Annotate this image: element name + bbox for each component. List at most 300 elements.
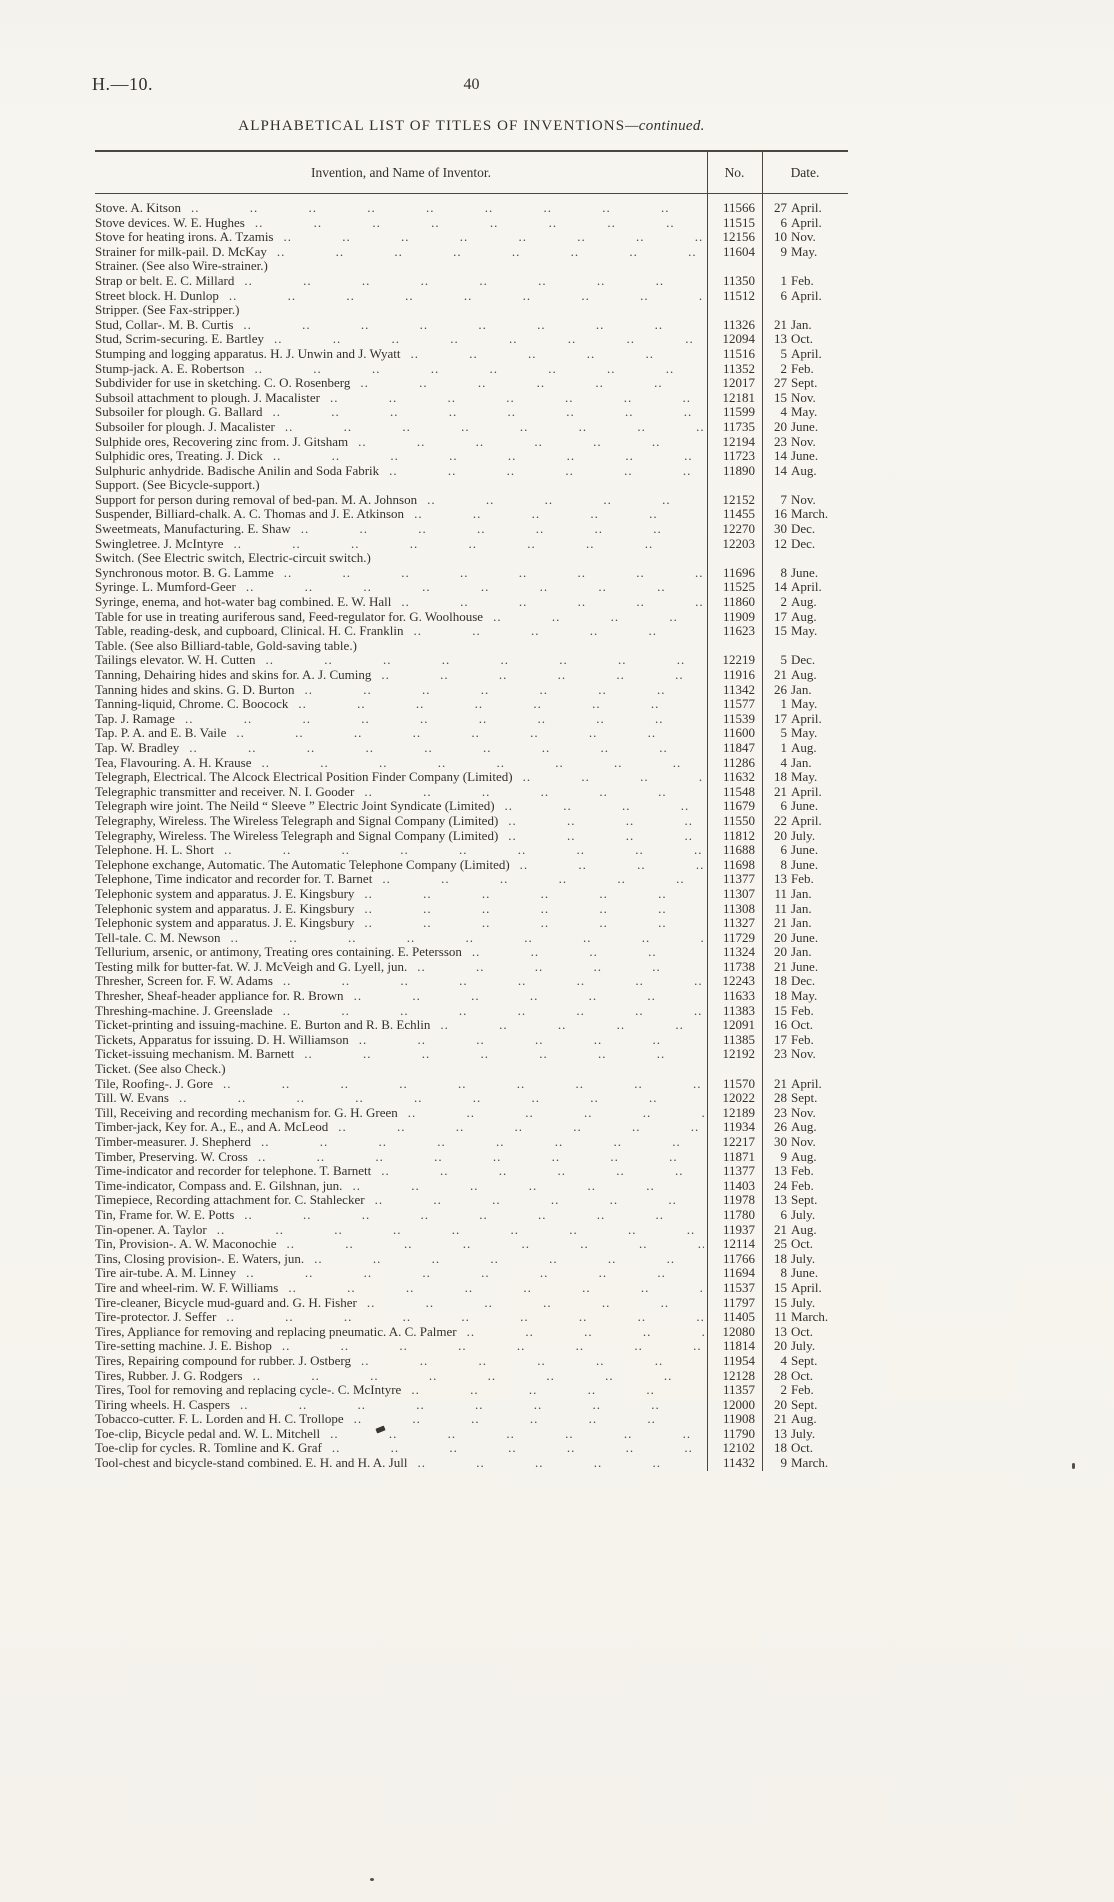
table-row bbox=[95, 1441, 848, 1456]
date-month: Nov. bbox=[791, 1104, 816, 1120]
invention-text: Ticket-printing and issuing-machine. E. Burton and R. B. Echlin bbox=[95, 1018, 431, 1033]
invention-text: Strainer. (See also Wire-strainer.) bbox=[95, 259, 268, 274]
patent-number: 12194 bbox=[722, 433, 755, 449]
date-cell bbox=[762, 1456, 848, 1471]
patent-number: 12156 bbox=[722, 229, 755, 245]
invention-text: Tobacco-cutter. F. L. Lorden and H. C. Trollope bbox=[95, 1412, 344, 1427]
invention-cell bbox=[95, 653, 707, 668]
patent-number: 12192 bbox=[722, 1046, 755, 1062]
leader-dots bbox=[295, 683, 705, 698]
patent-number: 11623 bbox=[722, 623, 755, 639]
date-day: 13 bbox=[774, 1323, 787, 1339]
patent-number: 11604 bbox=[722, 243, 755, 259]
date-month: Feb. bbox=[791, 360, 814, 376]
invention-text: Tap. P. A. and E. B. Vaile bbox=[95, 726, 227, 741]
date-cell bbox=[762, 799, 848, 814]
date-month: Aug. bbox=[791, 739, 817, 755]
date-day: 1 bbox=[780, 739, 787, 755]
date-cell bbox=[762, 1325, 848, 1340]
patent-number: 12181 bbox=[722, 389, 755, 405]
patent-number: 11548 bbox=[722, 783, 755, 799]
invention-cell bbox=[95, 989, 707, 1004]
table-row bbox=[95, 741, 848, 756]
date-cell bbox=[762, 1091, 848, 1106]
patent-number: 11516 bbox=[722, 345, 755, 361]
date-cell bbox=[762, 887, 848, 902]
date-month: Dec. bbox=[791, 535, 816, 551]
date-month: Feb. bbox=[791, 871, 814, 887]
invention-cell bbox=[95, 259, 707, 274]
invention-cell bbox=[95, 420, 707, 435]
patent-number: 11537 bbox=[722, 1279, 755, 1295]
patent-number: 11812 bbox=[722, 827, 755, 843]
date-month: June. bbox=[791, 842, 819, 858]
patent-number: 11350 bbox=[722, 272, 755, 288]
invention-text: Tin-opener. A. Taylor bbox=[95, 1222, 207, 1237]
leader-dots bbox=[365, 1193, 704, 1208]
leader-dots bbox=[236, 580, 704, 595]
invention-text: Table, reading-desk, and cupboard, Clinical. H. C. Franklin bbox=[95, 624, 404, 639]
table-row bbox=[95, 1004, 848, 1019]
date-month: Nov. bbox=[791, 389, 816, 405]
date-day: 4 bbox=[780, 754, 787, 770]
date-cell bbox=[762, 756, 848, 771]
invention-text: Stove devices. W. E. Hughes bbox=[95, 215, 245, 230]
date-month: Sept. bbox=[791, 1090, 818, 1106]
leader-dots bbox=[430, 1018, 704, 1033]
date-month: June. bbox=[791, 564, 819, 580]
table-row bbox=[95, 1325, 848, 1340]
invention-cell bbox=[95, 1398, 707, 1413]
date-cell bbox=[762, 1281, 848, 1296]
date-cell bbox=[762, 1354, 848, 1369]
patent-number: 11679 bbox=[722, 798, 755, 814]
leader-dots bbox=[350, 376, 704, 391]
date-cell bbox=[762, 259, 848, 274]
leader-dots bbox=[320, 391, 704, 406]
table-row bbox=[95, 668, 848, 683]
invention-text: Table. (See also Billiard-table, Gold-saving table.) bbox=[95, 638, 357, 653]
invention-text: Telegraphic transmitter and receiver. N. I. Gooder bbox=[95, 784, 355, 799]
table-row bbox=[95, 1135, 848, 1150]
date-day: 8 bbox=[780, 1265, 787, 1281]
patent-number: 12128 bbox=[722, 1367, 755, 1383]
patent-number: 11326 bbox=[722, 316, 755, 332]
invention-cell bbox=[95, 493, 707, 508]
invention-text: Telegraphy, Wireless. The Wireless Telegraph and Signal Company (Limited) bbox=[95, 813, 499, 828]
date-month: Nov. bbox=[791, 433, 816, 449]
invention-text: Support for person during removal of bed-pan. M. A. Johnson bbox=[95, 492, 418, 507]
date-day: 21 bbox=[774, 1411, 787, 1427]
leader-dots bbox=[179, 741, 704, 756]
date-month: Nov. bbox=[791, 491, 816, 507]
date-cell bbox=[762, 1441, 848, 1456]
table-row bbox=[95, 1266, 848, 1281]
date-cell bbox=[762, 945, 848, 960]
date-month: Jan. bbox=[791, 900, 812, 916]
date-cell bbox=[762, 1033, 848, 1048]
invention-text: Telephonic system and apparatus. J. E. Kingsbury bbox=[95, 916, 355, 931]
date-day: 6 bbox=[780, 842, 787, 858]
invention-cell bbox=[95, 770, 707, 785]
date-month: Aug. bbox=[791, 1221, 817, 1237]
leader-dots bbox=[407, 1456, 704, 1471]
invention-text: Sulphuric anhydride. Badische Anilin and Soda Fabrik bbox=[95, 463, 380, 478]
invention-text: Tire-setting machine. J. E. Bishop bbox=[95, 1339, 272, 1354]
invention-text: Timber, Preserving. W. Cross bbox=[95, 1149, 248, 1164]
table-row bbox=[95, 653, 848, 668]
leader-dots bbox=[234, 1208, 704, 1223]
table-row bbox=[95, 1310, 848, 1325]
date-day: 2 bbox=[780, 1382, 787, 1398]
date-cell bbox=[762, 1339, 848, 1354]
leader-dots bbox=[273, 1004, 704, 1019]
patent-number: 11954 bbox=[722, 1352, 755, 1368]
date-cell bbox=[762, 566, 848, 581]
date-cell bbox=[762, 347, 848, 362]
invention-text: Tailings elevator. W. H. Cutten bbox=[95, 653, 256, 668]
table-row bbox=[95, 595, 848, 610]
leader-dots bbox=[263, 405, 704, 420]
date-day: 20 bbox=[774, 944, 787, 960]
invention-cell bbox=[95, 318, 707, 333]
invention-text: Toe-clip for cycles. R. Tomline and K. Graf bbox=[95, 1441, 322, 1456]
patent-number: 11383 bbox=[722, 1002, 755, 1018]
invention-cell bbox=[95, 887, 707, 902]
invention-text: Strap or belt. E. C. Millard bbox=[95, 273, 235, 288]
invention-text: Tanning-liquid, Chrome. C. Boocock bbox=[95, 697, 289, 712]
date-cell bbox=[762, 201, 848, 216]
date-day: 13 bbox=[774, 1192, 787, 1208]
date-month: Oct. bbox=[791, 1367, 814, 1383]
table-row bbox=[95, 216, 848, 231]
date-day: 15 bbox=[774, 1002, 787, 1018]
invention-cell bbox=[95, 668, 707, 683]
date-month: Nov. bbox=[791, 229, 816, 245]
table-row bbox=[95, 362, 848, 377]
leader-dots bbox=[239, 303, 704, 318]
invention-text: Thresher, Screen for. F. W. Adams bbox=[95, 974, 273, 989]
invention-text: Tin, Frame for. W. E. Potts bbox=[95, 1207, 235, 1222]
date-month: Oct. bbox=[791, 1017, 814, 1033]
date-cell bbox=[762, 318, 848, 333]
patent-number: 11405 bbox=[722, 1309, 755, 1325]
invention-cell bbox=[95, 1091, 707, 1106]
date-cell bbox=[762, 216, 848, 231]
date-cell bbox=[762, 289, 848, 304]
table-row bbox=[95, 1120, 848, 1135]
date-day: 1 bbox=[780, 272, 787, 288]
date-cell bbox=[762, 303, 848, 318]
date-day: 16 bbox=[774, 506, 787, 522]
invention-cell bbox=[95, 303, 707, 318]
inventions-table bbox=[95, 150, 848, 1471]
invention-cell bbox=[95, 712, 707, 727]
invention-cell bbox=[95, 1427, 707, 1442]
leader-dots bbox=[344, 1412, 704, 1427]
invention-text: Sweetmeats, Manufacturing. E. Shaw bbox=[95, 522, 291, 537]
date-cell bbox=[762, 493, 848, 508]
leader-dots bbox=[354, 785, 704, 800]
patent-number: 11860 bbox=[722, 594, 755, 610]
table-row bbox=[95, 1018, 848, 1033]
invention-cell bbox=[95, 289, 707, 304]
date-month: Aug. bbox=[791, 667, 817, 682]
date-cell bbox=[762, 902, 848, 917]
invention-text: Tire-protector. J. Seffer bbox=[95, 1310, 217, 1325]
patent-number: 11934 bbox=[722, 1119, 755, 1135]
patent-number: 11357 bbox=[722, 1382, 755, 1398]
date-month: Jan. bbox=[791, 885, 812, 901]
date-day: 8 bbox=[780, 856, 787, 872]
invention-text: Telegraph, Electrical. The Alcock Electrical Position Finder Company (Limited) bbox=[95, 770, 513, 785]
date-day: 6 bbox=[780, 287, 787, 303]
table-row bbox=[95, 1456, 848, 1471]
title-main: ALPHABETICAL LIST OF TITLES OF INVENTIONS bbox=[238, 118, 626, 134]
invention-cell bbox=[95, 1004, 707, 1019]
table-row bbox=[95, 1150, 848, 1165]
leader-dots bbox=[495, 799, 704, 814]
invention-cell bbox=[95, 1135, 707, 1150]
invention-text: Tires, Tool for removing and replacing cycle-. C. McIntyre bbox=[95, 1383, 402, 1398]
leader-dots bbox=[245, 362, 705, 377]
date-cell bbox=[762, 376, 848, 391]
table-row bbox=[95, 726, 848, 741]
patent-number: 11570 bbox=[722, 1075, 755, 1091]
date-month: Sept. bbox=[791, 375, 818, 391]
leader-dots bbox=[213, 1077, 704, 1092]
date-day: 21 bbox=[774, 1221, 787, 1237]
patent-number bbox=[707, 551, 762, 566]
date-day: 8 bbox=[780, 564, 787, 580]
invention-text: Tires, Appliance for removing and replacing pneumatic. A. C. Palmer bbox=[95, 1324, 457, 1339]
date-day: 26 bbox=[774, 1119, 787, 1135]
date-month: April. bbox=[791, 200, 822, 215]
invention-cell bbox=[95, 405, 707, 420]
invention-cell bbox=[95, 1281, 707, 1296]
table-row bbox=[95, 1354, 848, 1369]
col-header-no: No. bbox=[724, 164, 745, 180]
invention-cell bbox=[95, 478, 707, 493]
date-cell bbox=[762, 697, 848, 712]
leader-dots bbox=[273, 974, 704, 989]
table-row bbox=[95, 843, 848, 858]
patent-number: 12102 bbox=[722, 1440, 755, 1456]
date-day: 6 bbox=[780, 214, 787, 230]
invention-text: Stove for heating irons. A. Tzamis bbox=[95, 230, 274, 245]
date-day: 17 bbox=[774, 608, 787, 624]
leader-dots bbox=[272, 1339, 704, 1354]
patent-number: 11286 bbox=[722, 754, 755, 770]
date-day: 13 bbox=[774, 1425, 787, 1441]
table-row bbox=[95, 493, 848, 508]
date-day: 14 bbox=[774, 579, 787, 595]
invention-cell bbox=[95, 756, 707, 771]
date-month: Feb. bbox=[791, 1382, 814, 1398]
date-month: Jan. bbox=[791, 316, 812, 332]
table-row bbox=[95, 391, 848, 406]
date-cell bbox=[762, 1237, 848, 1252]
table-row bbox=[95, 1398, 848, 1413]
date-month: Sept. bbox=[791, 1352, 818, 1368]
table-row bbox=[95, 580, 848, 595]
leader-dots bbox=[322, 1441, 704, 1456]
patent-number: 11512 bbox=[722, 287, 755, 303]
invention-text: Sulphidic ores, Treating. J. Dick bbox=[95, 449, 263, 464]
leader-dots bbox=[256, 653, 705, 668]
invention-cell bbox=[95, 1369, 707, 1384]
date-month: Nov. bbox=[791, 1134, 816, 1149]
date-day: 4 bbox=[780, 1352, 787, 1368]
invention-cell bbox=[95, 595, 707, 610]
leader-dots bbox=[219, 289, 704, 304]
patent-number: 12094 bbox=[722, 331, 755, 347]
table-row bbox=[95, 931, 848, 946]
date-month: April. bbox=[791, 1075, 822, 1091]
table-row bbox=[95, 201, 848, 216]
leader-dots bbox=[354, 916, 704, 931]
invention-text: Tap. J. Ramage bbox=[95, 711, 175, 726]
patent-number: 12152 bbox=[722, 491, 755, 507]
date-cell bbox=[762, 916, 848, 931]
date-cell bbox=[762, 1193, 848, 1208]
invention-cell bbox=[95, 1237, 707, 1252]
leader-dots bbox=[175, 712, 704, 727]
date-day: 9 bbox=[780, 243, 787, 259]
date-day: 15 bbox=[774, 1294, 787, 1310]
leader-dots bbox=[275, 420, 704, 435]
table-row bbox=[95, 1193, 848, 1208]
date-month: May. bbox=[791, 623, 818, 639]
leader-dots bbox=[248, 1150, 704, 1165]
date-day: 14 bbox=[774, 462, 787, 478]
table-row bbox=[95, 1412, 848, 1427]
date-cell bbox=[762, 1398, 848, 1413]
patent-number: 11847 bbox=[722, 739, 755, 755]
invention-cell bbox=[95, 1120, 707, 1135]
leader-dots bbox=[510, 858, 704, 873]
invention-text: Tire-cleaner, Bicycle mud-guard and. G. H. Fisher bbox=[95, 1295, 357, 1310]
leader-dots bbox=[278, 1281, 704, 1296]
invention-text: Tickets, Apparatus for issuing. D. H. Williamson bbox=[95, 1032, 349, 1047]
invention-cell bbox=[95, 332, 707, 347]
invention-text: Tanning, Dehairing hides and skins for. A. J. Cuming bbox=[95, 668, 372, 682]
invention-text: Synchronous motor. B. G. Lamme bbox=[95, 565, 274, 580]
invention-text: Syringe, enema, and hot-water bag combined. E. W. Hall bbox=[95, 595, 392, 610]
date-month: June. bbox=[791, 929, 819, 945]
page-number: 40 bbox=[463, 76, 480, 93]
patent-number: 11324 bbox=[722, 944, 755, 960]
date-day: 21 bbox=[774, 1075, 787, 1091]
table-row bbox=[95, 1369, 848, 1384]
leader-dots bbox=[462, 945, 704, 960]
leader-dots bbox=[348, 435, 704, 450]
date-day: 9 bbox=[780, 1455, 787, 1471]
invention-cell bbox=[95, 1164, 707, 1179]
table-row bbox=[95, 274, 848, 289]
table-row bbox=[95, 1252, 848, 1267]
patent-number: 11599 bbox=[722, 404, 755, 420]
leader-dots bbox=[357, 1296, 704, 1311]
patent-number: 12080 bbox=[722, 1323, 755, 1339]
invention-text: Subsoiler for plough. J. Macalister bbox=[95, 419, 275, 434]
date-cell bbox=[762, 1120, 848, 1135]
date-cell bbox=[762, 551, 848, 566]
invention-cell bbox=[95, 916, 707, 931]
table-row bbox=[95, 1033, 848, 1048]
patent-number: 11455 bbox=[722, 506, 755, 522]
leader-dots bbox=[264, 332, 704, 347]
table-row bbox=[95, 829, 848, 844]
patent-number: 12270 bbox=[722, 521, 755, 537]
leader-dots bbox=[379, 464, 704, 479]
patent-number: 11377 bbox=[722, 1163, 755, 1179]
patent-number: 12189 bbox=[722, 1104, 755, 1120]
date-day: 18 bbox=[774, 988, 787, 1004]
table-row bbox=[95, 1427, 848, 1442]
leader-dots bbox=[268, 259, 704, 274]
date-cell bbox=[762, 683, 848, 698]
table-row bbox=[95, 303, 848, 318]
patent-number: 11342 bbox=[722, 681, 755, 697]
leader-dots bbox=[304, 1252, 704, 1267]
table-row bbox=[95, 1296, 848, 1311]
patent-number: 11978 bbox=[722, 1192, 755, 1208]
patent-number: 11515 bbox=[722, 214, 755, 230]
invention-cell bbox=[95, 1150, 707, 1165]
date-day: 18 bbox=[774, 1440, 787, 1456]
invention-text: Tires, Rubber. J. G. Rodgers bbox=[95, 1368, 243, 1383]
invention-text: Syringe. L. Mumford-Geer bbox=[95, 580, 236, 595]
invention-text: Tap. W. Bradley bbox=[95, 740, 180, 755]
patent-number: 12022 bbox=[722, 1090, 755, 1106]
patent-number: 11909 bbox=[722, 608, 755, 624]
date-day: 18 bbox=[774, 973, 787, 989]
date-month: Nov. bbox=[791, 1046, 816, 1062]
table-row bbox=[95, 259, 848, 274]
invention-cell bbox=[95, 902, 707, 917]
date-cell bbox=[762, 741, 848, 756]
invention-text: Subsoil attachment to plough. J. Macalister bbox=[95, 390, 320, 405]
date-cell bbox=[762, 726, 848, 741]
invention-text: Support. (See Bicycle-support.) bbox=[95, 478, 260, 493]
table-row bbox=[95, 887, 848, 902]
invention-text: Telephonic system and apparatus. J. E. Kingsbury bbox=[95, 886, 355, 901]
date-month: May. bbox=[791, 243, 818, 259]
date-month: June. bbox=[791, 448, 819, 464]
date-month: Aug. bbox=[791, 594, 817, 610]
patent-number: 11600 bbox=[722, 725, 755, 741]
date-day: 20 bbox=[774, 929, 787, 945]
date-month: Aug. bbox=[791, 1411, 817, 1427]
date-month: Feb. bbox=[791, 1031, 814, 1047]
leader-dots bbox=[220, 931, 704, 946]
leader-dots bbox=[417, 493, 704, 508]
date-month: March. bbox=[791, 506, 829, 522]
leader-dots bbox=[404, 507, 704, 522]
invention-text: Ticket. (See also Check.) bbox=[95, 1062, 226, 1077]
date-month: March. bbox=[791, 1455, 829, 1471]
invention-text: Till, Receiving and recording mechanism for. G. H. Green bbox=[95, 1105, 398, 1120]
table-row bbox=[95, 551, 848, 566]
date-month: July. bbox=[791, 1294, 816, 1310]
date-month: Aug. bbox=[791, 462, 817, 478]
date-day: 25 bbox=[774, 1236, 787, 1252]
invention-cell bbox=[95, 683, 707, 698]
date-cell bbox=[762, 230, 848, 245]
invention-cell bbox=[95, 1325, 707, 1340]
date-cell bbox=[762, 1077, 848, 1092]
